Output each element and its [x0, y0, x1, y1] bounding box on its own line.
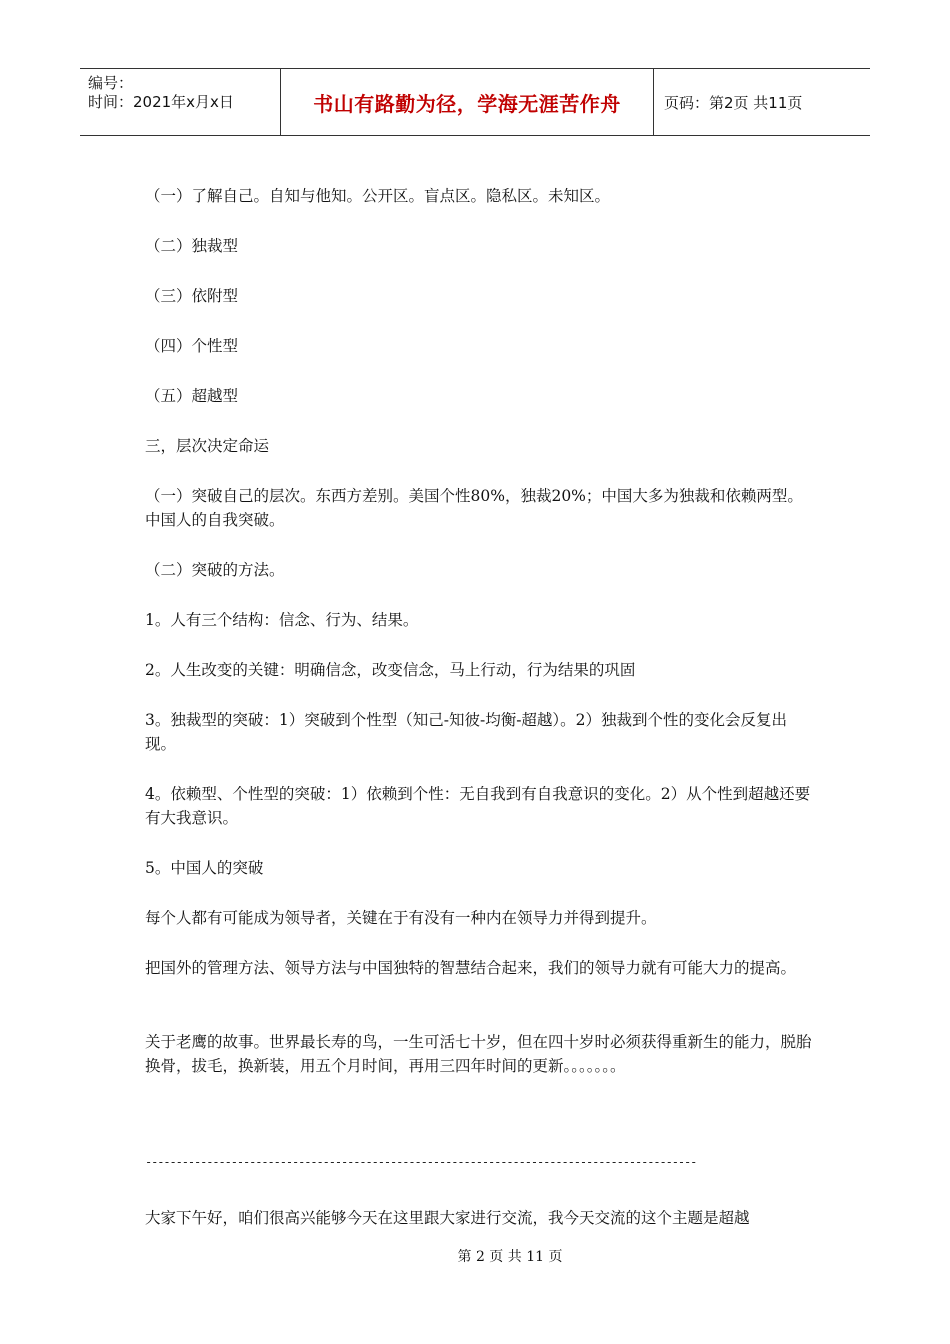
paragraph-dependent-type: （三）依附型: [145, 287, 239, 305]
paragraph-speech-opening: 大家下午好，咱们很高兴能够今天在这里跟大家进行交流，我今天交流的这个主题是超越: [145, 1209, 750, 1227]
header-motto-cell: [281, 69, 654, 135]
document-number-label: 编号：: [88, 74, 134, 92]
paragraph-know-yourself: （一）了解自己。自知与他知。公开区。盲点区。隐私区。未知区。: [145, 187, 611, 205]
list-item-4: 4。依赖型、个性型的突破：1）依赖到个性：无自我到有自我意识的变化。2）从个性到超越还要有大我意识。: [145, 785, 811, 827]
list-item-5: 5。中国人的突破: [145, 859, 264, 877]
header-page-cell: [654, 69, 870, 135]
paragraph-dictator-type: （二）独裁型: [145, 237, 239, 255]
section-divider: ------------------------------------------------------------------------------------------: [145, 1155, 697, 1169]
list-item-3: 3。独裁型的突破：1）突破到个性型（知己-知彼-均衡-超越）。2）独裁到个性的变化会反复出现。: [145, 711, 788, 753]
document-date: 时间：2021年x月x日: [88, 93, 234, 111]
page-header: [80, 68, 870, 136]
paragraph-eagle-story: 关于老鹰的故事。世界最长寿的鸟，一生可活七十岁，但在四十岁时必须获得重新生的能力，脱胎换骨，拔毛，换新装，用五个月时间，再用三四年时间的更新。。。。。。。: [145, 1033, 812, 1075]
paragraph-leadership: 每个人都有可能成为领导者，关键在于有没有一种内在领导力并得到提升。: [145, 909, 657, 927]
header-motto: 书山有路勤为径，学海无涯苦作舟: [313, 91, 621, 116]
paragraph-break-level: （一）突破自己的层次。东西方差别。美国个性80%，独裁20%；中国大多为独裁和依赖两型。中国人的自我突破。: [145, 487, 803, 529]
paragraph-transcend-type: （五）超越型: [145, 387, 239, 405]
list-item-1: 1。人有三个结构：信念、行为、结果。: [145, 611, 419, 629]
list-item-2: 2。人生改变的关键：明确信念，改变信念，马上行动，行为结果的巩固: [145, 661, 636, 679]
section-heading-level-fate: 三，层次决定命运: [145, 437, 270, 455]
header-meta-cell: [80, 69, 281, 135]
paragraph-combine-methods: 把国外的管理方法、领导方法与中国独特的智慧结合起来，我们的领导力就有可能大力的提高。: [145, 959, 797, 977]
paragraph-individual-type: （四）个性型: [145, 337, 239, 355]
page-footer: 第 2 页 共 11 页: [457, 1249, 563, 1265]
header-page-code: 页码：第2页 共11页: [664, 93, 803, 112]
paragraph-break-method: （二）突破的方法。: [145, 561, 285, 579]
